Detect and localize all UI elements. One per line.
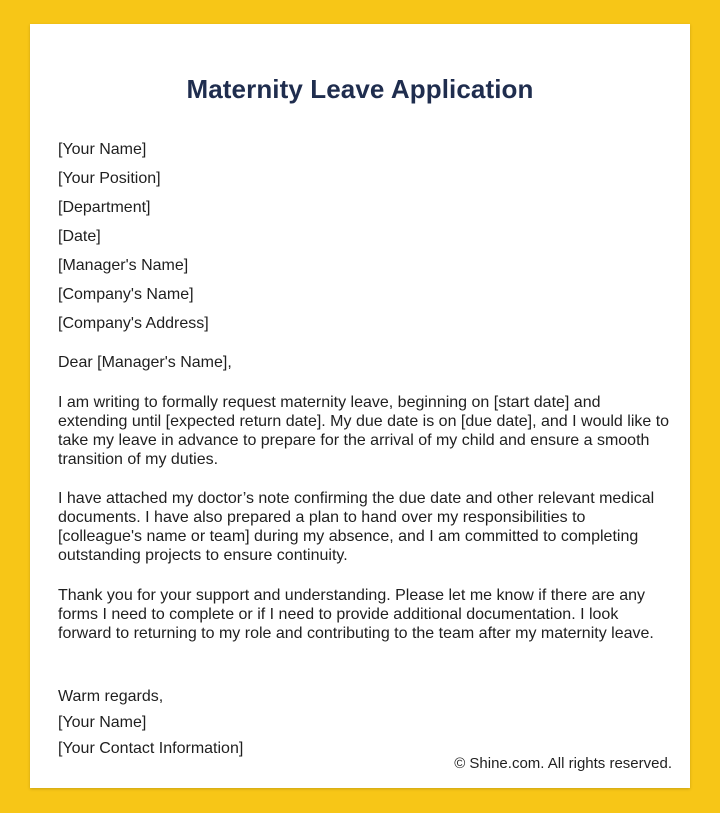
signature-contact: [Your Contact Information]	[58, 740, 244, 757]
letter-sheet	[30, 24, 690, 788]
sender-name-line: [Your Name]	[58, 141, 147, 158]
signature-name: [Your Name]	[58, 714, 147, 731]
company-address-line: [Company's Address]	[58, 315, 209, 332]
sender-details	[58, 135, 209, 338]
copyright-notice: © Shine.com. All rights reserved.	[454, 755, 672, 772]
paragraph-documents: I have attached my doctor’s note confirming the due date and other relevant medical documents. I have also prepared a plan to hand over my responsibilities to [colleague's name or team] during my absence, and I am committed to completing outstanding projects to ensure continuity.	[58, 490, 655, 564]
paragraph-thanks: Thank you for your support and understanding. Please let me know if there are any forms I need to complete or if I need to provide additional documentation. I look forward to returning to my role and contributing to the team after my maternity leave.	[58, 587, 654, 642]
paragraph-request: I am writing to formally request maternity leave, beginning on [start date] and extending until [expected return date]. My due date is on [due date], and I would like to take my leave in advance to prepare for the arrival of my child and ensure a smooth transition of my duties.	[58, 394, 670, 468]
page-title: Maternity Leave Application	[186, 74, 534, 104]
manager-name-line: [Manager's Name]	[58, 257, 189, 274]
greeting: Dear [Manager's Name],	[58, 354, 232, 371]
company-name-line: [Company's Name]	[58, 286, 194, 303]
sign-off: Warm regards,	[58, 688, 164, 705]
date-line: [Date]	[58, 228, 101, 245]
sender-department-line: [Department]	[58, 199, 151, 216]
sender-position-line: [Your Position]	[58, 170, 161, 187]
closing-block	[58, 684, 243, 762]
